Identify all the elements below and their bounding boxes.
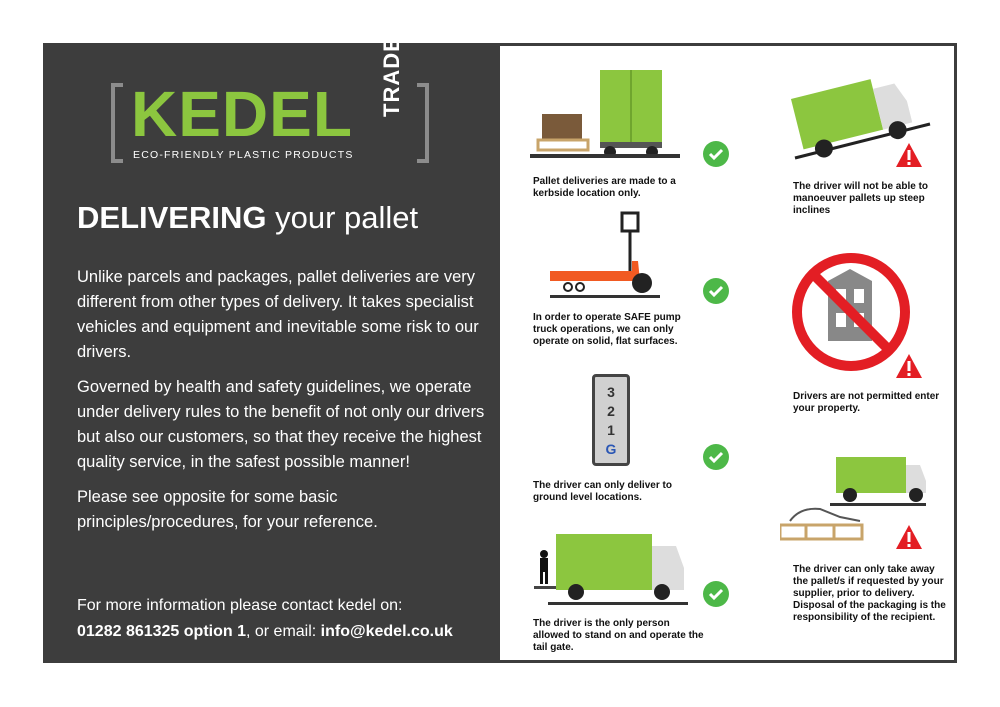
rule-ground-level-caption: The driver can only deliver to ground level locations.	[533, 480, 672, 503]
lift-floor-2: 2	[607, 403, 615, 419]
checkmark-circle-icon	[703, 444, 729, 470]
logo-tagline: ECO-FRIENDLY PLASTIC PRODUCTS	[133, 149, 354, 161]
warning-triangle-icon	[895, 524, 923, 550]
contact-phone: 01282 861325 option 1	[77, 623, 246, 640]
rule-kerbside-caption: Pallet deliveries are made to a kerbside location only.	[533, 176, 676, 199]
contact-line	[77, 619, 453, 645]
intro-paragraph-1: Unlike parcels and packages, pallet deliveries are very different from other types of delivery. It takes specialist vehicles and equipment and inevitable some risk to our drivers.	[77, 268, 479, 361]
logo-wordmark: KEDEL	[131, 78, 353, 150]
prohibited-sign-icon	[790, 251, 912, 373]
warning-triangle-icon	[895, 353, 923, 379]
rules-panel	[500, 46, 954, 660]
page-title	[77, 200, 418, 236]
title-bold: DELIVERING	[77, 200, 267, 235]
pump-truck-illustration	[550, 211, 680, 301]
warning-triangle-icon	[895, 142, 923, 168]
rule-inclines-caption: The driver will not be able to manoeuver pallets up steep inclines	[793, 181, 929, 216]
flyer-card	[43, 36, 957, 663]
rule-property-caption: Drivers are not permitted enter your property.	[793, 391, 940, 414]
intro-paragraph-3: Please see opposite for some basic principles/procedures, for your reference.	[77, 488, 378, 531]
checkmark-circle-icon	[703, 278, 729, 304]
intro-text	[77, 265, 487, 545]
rule-tail-gate-caption: The driver is the only person allowed to stand on and operate the tail gate.	[533, 618, 704, 653]
contact-email[interactable]: info@kedel.co.uk	[320, 623, 453, 640]
lift-floor-g: G	[605, 441, 617, 457]
contact-block	[77, 593, 453, 645]
contact-mid: , or email:	[245, 623, 321, 640]
tail-gate-truck-illustration	[530, 528, 690, 608]
logo-bracket-left	[111, 83, 123, 163]
left-panel	[43, 36, 500, 663]
rule-pump-truck-caption: In order to operate SAFE pump truck operations, we can only operate on solid, flat surfaces.	[533, 312, 681, 347]
lift-floor-1: 1	[607, 422, 615, 438]
checkmark-circle-icon	[703, 581, 729, 607]
intro-paragraph-2: Governed by health and safety guidelines, we operate under delivery rules to the benefit of not only our drivers but also our customers, so that they receive the highest quality service, in the safest possible manner!	[77, 378, 485, 471]
lift-floor-3: 3	[607, 384, 615, 400]
logo-trade-label: TRADE	[379, 36, 404, 117]
contact-intro: For more information please contact kedel on:	[77, 597, 403, 614]
kedel-logo	[111, 36, 431, 173]
kerbside-truck-illustration	[530, 66, 690, 166]
rule-pallet-takeaway-caption: The driver can only take away the pallet/s if requested by your supplier, prior to delivery. Disposal of the packaging is the responsibility of the recipient.	[793, 564, 946, 623]
checkmark-circle-icon	[703, 141, 729, 167]
logo-bracket-right	[417, 83, 429, 163]
lift-panel-icon	[592, 374, 630, 466]
title-rest: your pallet	[275, 200, 419, 235]
